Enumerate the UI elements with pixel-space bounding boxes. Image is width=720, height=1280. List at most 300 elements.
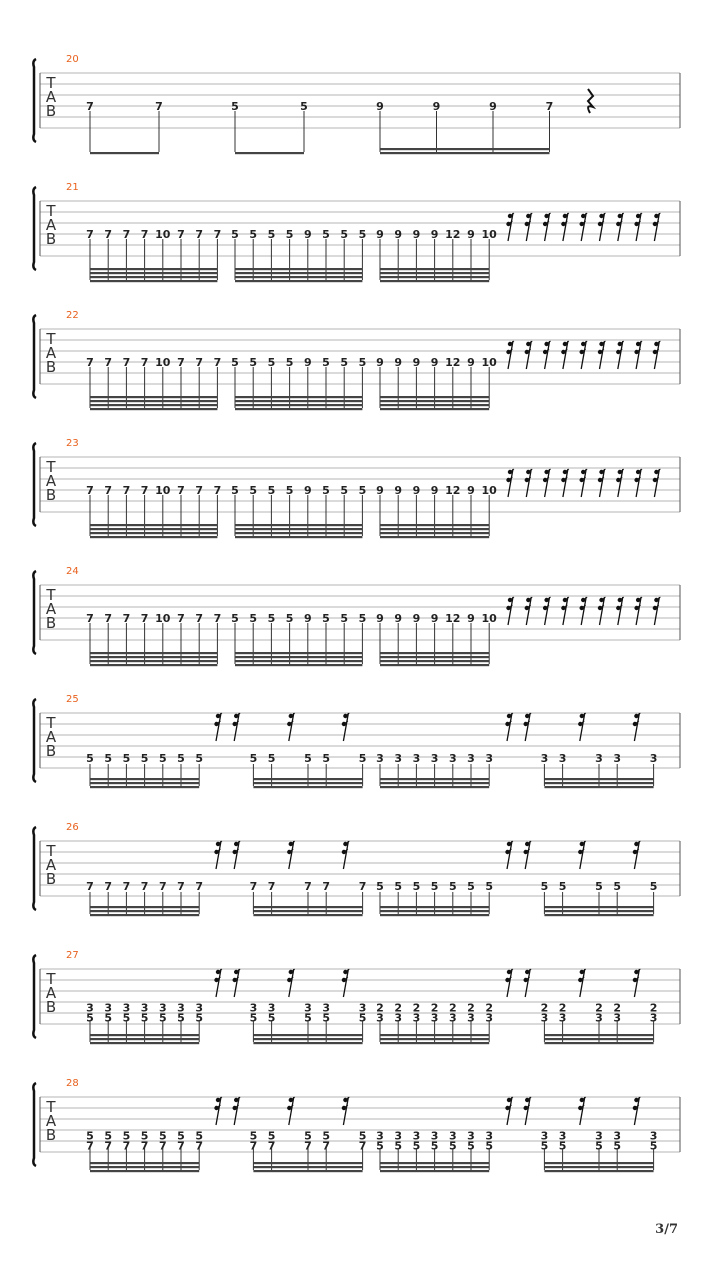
fret-number: 7 <box>177 612 185 625</box>
beam <box>235 652 362 654</box>
bar-number: 27 <box>66 950 79 961</box>
fret-number: 7 <box>122 880 131 894</box>
beam <box>380 408 489 410</box>
beam <box>380 280 489 282</box>
fret-number: 7 <box>86 484 94 497</box>
fret-number: 3 <box>467 752 475 766</box>
tab-letter: T <box>46 842 56 860</box>
fret-number: 7 <box>545 100 554 113</box>
fret-number: 5 <box>358 484 367 497</box>
bar-number: 26 <box>66 822 79 833</box>
system-bracket <box>33 315 36 398</box>
fret-number: 3 <box>394 752 403 766</box>
beam <box>380 664 489 666</box>
fret-number: 7 <box>86 1139 94 1153</box>
bar-number: 23 <box>66 438 79 449</box>
fret-number: 7 <box>158 1139 167 1153</box>
fret-number: 9 <box>412 356 421 369</box>
fret-number: 5 <box>430 1139 439 1153</box>
fret-number: 3 <box>448 1011 457 1025</box>
fret-number: 3 <box>558 1129 567 1143</box>
fret-number: 5 <box>231 484 239 497</box>
beam <box>235 396 362 398</box>
beam <box>544 1170 653 1172</box>
tab-letter: B <box>45 870 57 888</box>
fret-number: 7 <box>195 484 204 497</box>
fret-number: 7 <box>140 356 149 369</box>
beam <box>380 396 489 398</box>
fret-number: 5 <box>358 1011 367 1025</box>
beam <box>380 268 489 270</box>
fret-number: 7 <box>195 228 204 241</box>
fret-number: 2 <box>595 1001 603 1015</box>
fret-number: 5 <box>300 100 308 113</box>
fret-number: 3 <box>412 752 421 766</box>
fret-number: 9 <box>303 228 312 241</box>
bar-number: 22 <box>66 310 79 321</box>
fret-number: 5 <box>195 1011 204 1025</box>
beam <box>90 778 199 780</box>
fret-number: 3 <box>613 1129 622 1143</box>
fret-number: 5 <box>122 1011 131 1025</box>
fret-number: 5 <box>649 1139 658 1153</box>
fret-number: 7 <box>104 484 113 497</box>
fret-number: 5 <box>322 228 330 241</box>
beam <box>544 1042 653 1044</box>
beam <box>90 664 217 666</box>
beam <box>235 524 362 526</box>
fret-number: 12 <box>445 356 461 369</box>
beam <box>544 906 653 908</box>
fret-number: 5 <box>322 752 331 766</box>
fret-number: 5 <box>267 228 276 241</box>
fret-number: 5 <box>358 356 367 369</box>
system-bracket <box>33 571 36 654</box>
beam <box>380 910 489 912</box>
fret-number: 5 <box>448 1139 457 1153</box>
page-number: 3/7 <box>655 1222 678 1237</box>
fret-number: 5 <box>558 880 567 894</box>
fret-number: 3 <box>430 752 439 766</box>
beam <box>253 786 362 788</box>
fret-number: 9 <box>430 228 439 241</box>
fret-number: 5 <box>267 612 276 625</box>
fret-number: 5 <box>304 1129 312 1143</box>
fret-number: 5 <box>322 356 330 369</box>
fret-number: 5 <box>285 356 294 369</box>
beam <box>90 914 199 916</box>
beam <box>380 1170 489 1172</box>
beam <box>90 1042 199 1044</box>
fret-number: 3 <box>485 752 494 766</box>
fret-number: 9 <box>432 100 441 113</box>
tab-system <box>33 566 680 666</box>
tab-letter: B <box>45 742 57 760</box>
beam <box>90 396 217 398</box>
fret-number: 7 <box>358 880 367 894</box>
beam <box>90 786 199 788</box>
fret-number: 5 <box>249 484 258 497</box>
fret-number: 2 <box>540 1001 549 1015</box>
beam <box>253 778 362 780</box>
tab-letter: A <box>45 88 57 106</box>
beam <box>235 536 362 538</box>
fret-number: 5 <box>177 752 185 766</box>
tab-letter: B <box>45 102 57 120</box>
fret-number: 5 <box>467 1139 475 1153</box>
fret-number: 7 <box>86 356 94 369</box>
beam <box>544 786 653 788</box>
fret-number: 10 <box>155 356 171 369</box>
beam <box>380 906 489 908</box>
beam <box>90 400 217 402</box>
fret-number: 7 <box>195 356 204 369</box>
bar-number: 21 <box>66 182 79 193</box>
fret-number: 5 <box>448 880 457 894</box>
fret-number: 5 <box>249 752 258 766</box>
fret-number: 3 <box>485 1011 494 1025</box>
fret-number: 10 <box>481 356 497 369</box>
fret-number: 10 <box>155 484 171 497</box>
beam <box>235 408 362 410</box>
fret-number: 3 <box>376 1129 384 1143</box>
beam <box>380 1162 489 1164</box>
fret-number: 3 <box>595 1129 603 1143</box>
fret-number: 3 <box>485 1129 494 1143</box>
fret-number: 3 <box>140 1001 149 1015</box>
beam <box>90 280 217 282</box>
fret-number: 5 <box>195 1129 204 1143</box>
beam <box>90 404 217 406</box>
tab-letter: A <box>45 600 57 618</box>
fret-number: 5 <box>304 752 312 766</box>
beam <box>90 1162 199 1164</box>
fret-number: 7 <box>86 100 94 113</box>
tab-system <box>33 438 680 538</box>
fret-number: 9 <box>376 484 384 497</box>
fret-number: 5 <box>177 1129 185 1143</box>
fret-number: 5 <box>267 356 276 369</box>
beam <box>90 268 217 270</box>
beam <box>380 782 489 784</box>
fret-number: 9 <box>467 484 475 497</box>
beam <box>235 400 362 402</box>
beam <box>90 1038 199 1040</box>
fret-number: 7 <box>267 1139 276 1153</box>
beam <box>90 536 217 538</box>
tab-letter: A <box>45 216 57 234</box>
fret-number: 2 <box>448 1001 457 1015</box>
fret-number: 10 <box>481 612 497 625</box>
fret-number: 7 <box>122 1139 131 1153</box>
fret-number: 9 <box>376 612 384 625</box>
fret-number: 9 <box>376 228 384 241</box>
beam <box>235 660 362 662</box>
beam <box>235 280 362 282</box>
fret-number: 3 <box>613 752 622 766</box>
beam <box>90 906 199 908</box>
fret-number: 7 <box>104 612 113 625</box>
fret-number: 2 <box>376 1001 384 1015</box>
tab-letter: T <box>46 202 56 220</box>
beam <box>235 268 362 270</box>
system-bracket <box>33 443 36 526</box>
fret-number: 2 <box>649 1001 658 1015</box>
fret-number: 5 <box>340 484 349 497</box>
beam <box>253 782 362 784</box>
fret-number: 7 <box>267 880 276 894</box>
fret-number: 10 <box>481 484 497 497</box>
fret-number: 5 <box>613 1139 622 1153</box>
fret-number: 7 <box>213 484 222 497</box>
fret-number: 5 <box>86 1129 94 1143</box>
fret-number: 9 <box>430 612 439 625</box>
fret-number: 3 <box>195 1001 204 1015</box>
beam <box>90 276 217 278</box>
beam <box>90 408 217 410</box>
tab-system <box>33 950 680 1044</box>
fret-number: 2 <box>412 1001 421 1015</box>
fret-number: 5 <box>140 1011 149 1025</box>
fret-number: 5 <box>322 1011 331 1025</box>
beam <box>90 524 217 526</box>
fret-number: 5 <box>485 880 494 894</box>
tab-letter: A <box>45 472 57 490</box>
fret-number: 3 <box>104 1001 113 1015</box>
fret-number: 5 <box>86 752 94 766</box>
tab-system <box>33 694 680 788</box>
beam <box>253 1166 362 1168</box>
fret-number: 7 <box>122 356 131 369</box>
fret-number: 7 <box>177 356 185 369</box>
fret-number: 5 <box>558 1139 567 1153</box>
fret-number: 3 <box>540 1129 549 1143</box>
fret-number: 7 <box>213 356 222 369</box>
fret-number: 5 <box>412 1139 421 1153</box>
fret-number: 10 <box>155 612 171 625</box>
beam <box>380 276 489 278</box>
tab-letter: A <box>45 984 57 1002</box>
fret-number: 3 <box>249 1001 258 1015</box>
beam <box>235 528 362 530</box>
fret-number: 7 <box>86 880 94 894</box>
fret-number: 3 <box>158 1001 167 1015</box>
fret-number: 5 <box>158 752 167 766</box>
fret-number: 9 <box>467 356 475 369</box>
fret-number: 3 <box>467 1129 475 1143</box>
fret-number: 2 <box>613 1001 622 1015</box>
fret-number: 5 <box>231 356 239 369</box>
beam <box>544 1162 653 1164</box>
system-bracket <box>33 827 36 910</box>
beam <box>380 536 489 538</box>
beam <box>544 1034 653 1036</box>
bar-number: 28 <box>66 1078 79 1089</box>
fret-number: 5 <box>267 752 276 766</box>
tab-letter: T <box>46 586 56 604</box>
fret-number: 12 <box>445 484 461 497</box>
beam <box>90 1170 199 1172</box>
tab-letter: T <box>46 714 56 732</box>
tab-letter: A <box>45 728 57 746</box>
beam <box>380 652 489 654</box>
fret-number: 5 <box>231 228 239 241</box>
fret-number: 9 <box>412 228 421 241</box>
tab-letter: B <box>45 358 57 376</box>
tab-letter: T <box>46 74 56 92</box>
beam <box>253 910 362 912</box>
fret-number: 5 <box>267 1011 276 1025</box>
fret-number: 5 <box>540 1139 549 1153</box>
beam <box>90 652 217 654</box>
fret-number: 5 <box>322 1129 331 1143</box>
fret-number: 9 <box>303 356 312 369</box>
fret-number: 5 <box>340 228 349 241</box>
beam <box>235 532 362 534</box>
fret-number: 7 <box>86 228 94 241</box>
fret-number: 5 <box>376 1139 384 1153</box>
fret-number: 5 <box>249 1011 258 1025</box>
tab-letter: A <box>45 1112 57 1130</box>
fret-number: 7 <box>249 1139 258 1153</box>
fret-number: 7 <box>304 880 312 894</box>
fret-number: 9 <box>430 484 439 497</box>
fret-number: 7 <box>122 612 131 625</box>
fret-number: 5 <box>595 1139 603 1153</box>
beam <box>380 152 550 154</box>
fret-number: 5 <box>249 356 258 369</box>
fret-number: 3 <box>558 752 567 766</box>
fret-number: 5 <box>358 612 367 625</box>
fret-number: 7 <box>122 484 131 497</box>
fret-number: 5 <box>285 612 294 625</box>
beam <box>253 1034 362 1036</box>
fret-number: 3 <box>412 1011 421 1025</box>
fret-number: 3 <box>394 1129 403 1143</box>
fret-number: 5 <box>122 752 131 766</box>
beam <box>380 656 489 658</box>
fret-number: 9 <box>412 612 421 625</box>
fret-number: 3 <box>540 1011 549 1025</box>
fret-number: 5 <box>104 1129 113 1143</box>
fret-number: 3 <box>595 752 603 766</box>
fret-number: 5 <box>358 228 367 241</box>
beam <box>235 664 362 666</box>
fret-number: 5 <box>249 228 258 241</box>
fret-number: 5 <box>140 1129 149 1143</box>
fret-number: 5 <box>86 1011 94 1025</box>
fret-number: 3 <box>430 1129 439 1143</box>
fret-number: 7 <box>177 484 185 497</box>
fret-number: 3 <box>412 1129 421 1143</box>
fret-number: 7 <box>304 1139 312 1153</box>
fret-number: 5 <box>122 1129 131 1143</box>
beam <box>90 1034 199 1036</box>
fret-number: 5 <box>231 612 239 625</box>
fret-number: 5 <box>158 1129 167 1143</box>
fret-number: 3 <box>267 1001 276 1015</box>
beam <box>90 1166 199 1168</box>
fret-number: 7 <box>140 228 149 241</box>
fret-number: 3 <box>122 1001 131 1015</box>
beam <box>380 914 489 916</box>
fret-number: 7 <box>140 1139 149 1153</box>
fret-number: 5 <box>285 228 294 241</box>
bar-number: 24 <box>66 566 79 577</box>
fret-number: 5 <box>394 1139 403 1153</box>
fret-number: 3 <box>322 1001 331 1015</box>
beam <box>380 404 489 406</box>
beam <box>235 272 362 274</box>
tab-system <box>33 822 680 916</box>
beam <box>544 1038 653 1040</box>
beam <box>544 910 653 912</box>
fret-number: 7 <box>177 228 185 241</box>
fret-number: 2 <box>430 1001 439 1015</box>
fret-number: 9 <box>430 356 439 369</box>
fret-number: 9 <box>394 484 403 497</box>
fret-number: 10 <box>481 228 497 241</box>
beam <box>380 1042 489 1044</box>
fret-number: 9 <box>394 228 403 241</box>
beam <box>544 1166 653 1168</box>
fret-number: 5 <box>322 484 330 497</box>
fret-number: 5 <box>358 752 367 766</box>
fret-number: 10 <box>155 228 171 241</box>
fret-number: 7 <box>104 1139 113 1153</box>
fret-number: 9 <box>376 356 384 369</box>
tab-letter: B <box>45 486 57 504</box>
fret-number: 3 <box>304 1001 312 1015</box>
beam <box>380 272 489 274</box>
fret-number: 12 <box>445 228 461 241</box>
tab-letter: T <box>46 330 56 348</box>
tab-letter: B <box>45 998 57 1016</box>
tab-system <box>33 1078 680 1172</box>
tab-letter: B <box>45 1126 57 1144</box>
beam <box>90 660 217 662</box>
fret-number: 5 <box>104 1011 113 1025</box>
fret-number: 7 <box>249 880 258 894</box>
fret-number: 3 <box>649 1011 658 1025</box>
tab-system <box>33 182 680 282</box>
fret-number: 5 <box>267 484 276 497</box>
bar-number: 20 <box>66 54 79 65</box>
beam <box>253 914 362 916</box>
fret-number: 7 <box>213 228 222 241</box>
fret-number: 3 <box>358 1001 367 1015</box>
beam <box>380 660 489 662</box>
fret-number: 5 <box>540 880 549 894</box>
fret-number: 7 <box>322 880 331 894</box>
fret-number: 3 <box>177 1001 185 1015</box>
tab-letter: A <box>45 344 57 362</box>
fret-number: 5 <box>394 880 403 894</box>
bar-number: 25 <box>66 694 79 705</box>
tab-system <box>33 310 680 410</box>
beam <box>544 782 653 784</box>
fret-number: 5 <box>177 1011 185 1025</box>
beam <box>90 528 217 530</box>
fret-number: 5 <box>249 1129 258 1143</box>
fret-number: 3 <box>394 1011 403 1025</box>
fret-number: 5 <box>430 880 439 894</box>
quarter-rest <box>588 89 593 113</box>
beam <box>544 778 653 780</box>
beam <box>235 404 362 406</box>
fret-number: 5 <box>285 484 294 497</box>
beam <box>380 1166 489 1168</box>
